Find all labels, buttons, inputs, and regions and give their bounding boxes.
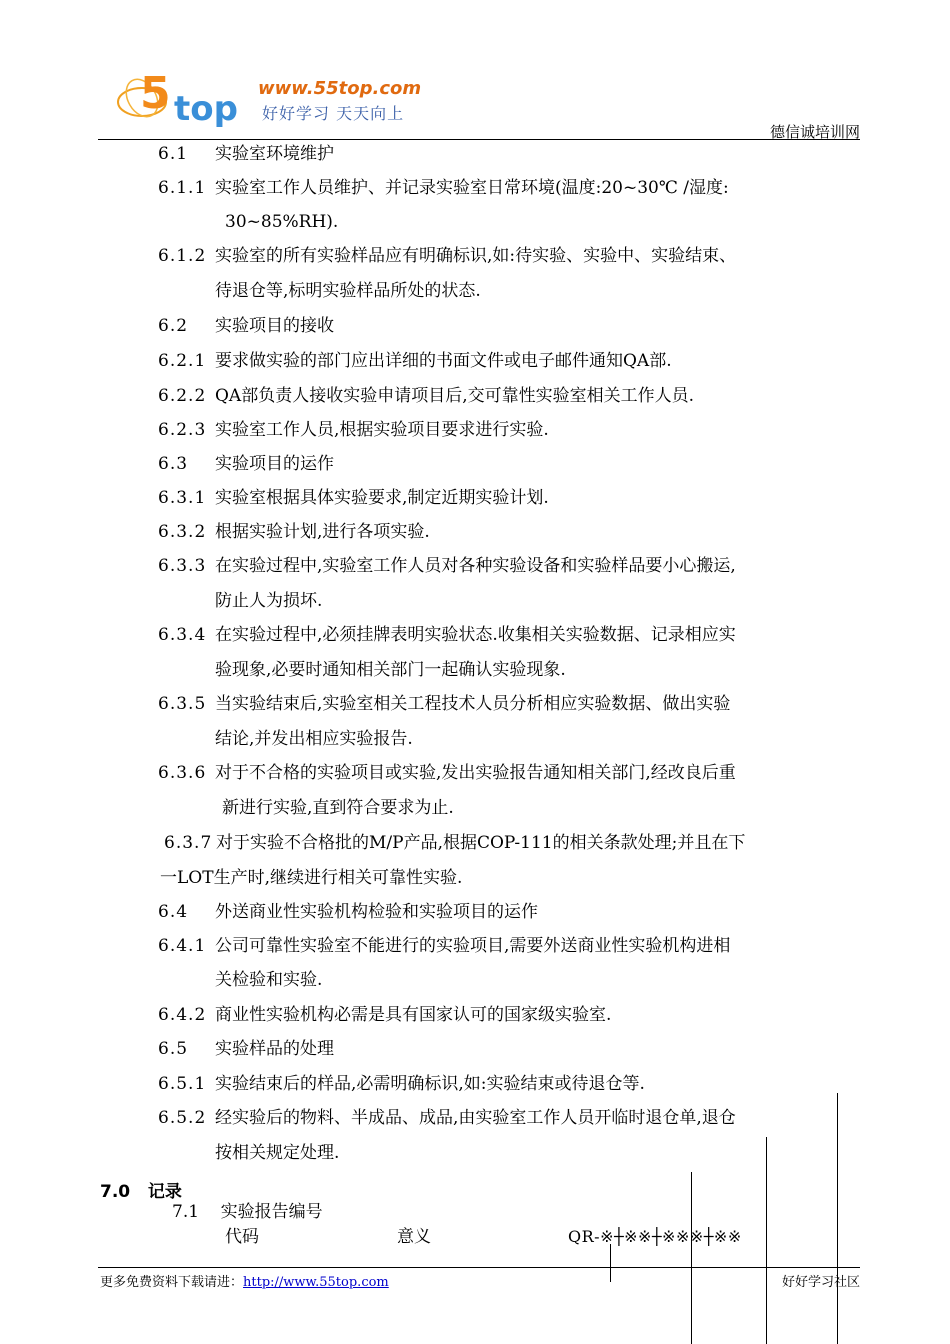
clause-number: 6.1 <box>158 144 189 164</box>
logo-brand-text: top <box>174 89 238 129</box>
clause-line <box>158 624 736 646</box>
clause-text: QA部负责人接收实验申请项目后,交可靠性实验室相关工作人员. <box>215 386 695 406</box>
clause-number: 6.4 <box>158 902 189 922</box>
section-number: 7.0 <box>100 1182 131 1202</box>
clause-number: 6.2 <box>158 316 189 336</box>
footer-left <box>100 1271 389 1290</box>
clause-number: 6.1.1 <box>158 178 207 198</box>
clause-line <box>158 177 729 199</box>
clause-text: 实验室工作人员,根据实验项目要求进行实验. <box>215 420 549 440</box>
clause-continuation: 30~85%RH). <box>225 212 339 232</box>
footer-right: 好好学习社区 <box>781 1275 860 1290</box>
clause-line <box>158 1107 736 1129</box>
clause-line <box>158 1073 645 1095</box>
clause-line <box>158 385 694 407</box>
clause-text: 经实验后的物料、半成品、成品,由实验室工作人员开临时退仓单,退仓 <box>215 1108 736 1128</box>
clause-text: 在实验过程中,实验室工作人员对各种实验设备和实验样品要小心搬运, <box>215 556 736 576</box>
site-name: 德信诚培训网 <box>769 123 860 141</box>
clause-continuation: 关检验和实验. <box>215 970 323 990</box>
logo-graphic <box>112 58 262 134</box>
section-heading <box>100 1177 182 1202</box>
clause-number: 6.3.1 <box>158 488 207 508</box>
footer-text: 更多免费资料下载请进： <box>100 1275 244 1290</box>
clause-number: 6.3.4 <box>158 625 207 645</box>
clause-continuation: 结论,并发出相应实验报告. <box>215 729 413 749</box>
clause-number: 6.1.2 <box>158 246 207 266</box>
clause-text: 实验室工作人员维护、并记录实验室日常环境(温度:20~30℃ /湿度: <box>215 178 729 198</box>
clause-continuation: 防止人为损坏. <box>215 591 323 611</box>
clause-number: 6.3 <box>158 454 189 474</box>
clause-number: 6.3.3 <box>158 556 207 576</box>
clause-line <box>158 555 736 577</box>
clause-number: 6.2.3 <box>158 420 207 440</box>
clause-text: 实验室的所有实验样品应有明确标识,如:待实验、实验中、实验结束、 <box>215 246 737 266</box>
clause-continuation: 新进行实验,直到符合要求为止. <box>222 798 454 818</box>
subsection-number: 7.1 <box>172 1202 200 1222</box>
clause-line <box>164 832 745 854</box>
logo-url: www.55top.com <box>258 78 422 99</box>
clause-line <box>158 143 334 165</box>
clause-text: 在实验过程中,必须挂牌表明实验状态.收集相关实验数据、记录相应实 <box>215 625 736 645</box>
clause-text: 商业性实验机构必需是具有国家认可的国家级实验室. <box>215 1005 612 1025</box>
clause-line <box>158 521 430 543</box>
section-title: 记录 <box>147 1182 182 1202</box>
clause-number: 6.4.1 <box>158 936 207 956</box>
clause-line <box>158 315 334 337</box>
clause-number: 6.5 <box>158 1039 189 1059</box>
logo-slogan: 好好学习 天天向上 <box>262 104 405 123</box>
subsection-7-1 <box>172 1201 323 1223</box>
code-format: QR-※┼※※┼※※※┼※※ <box>568 1227 742 1246</box>
clause-line <box>158 419 549 441</box>
code-connector-line <box>766 1137 767 1344</box>
clause-text: 对于实验不合格批的M/P产品,根据COP-111的相关条款处理;并且在下 <box>216 833 746 853</box>
clause-number: 6.5.1 <box>158 1074 207 1094</box>
column-meaning: 意义 <box>397 1227 431 1247</box>
code-connector-line <box>837 1093 838 1344</box>
clause-continuation: 一LOT生产时,继续进行相关可靠性实验. <box>160 868 463 888</box>
clause-number: 6.3.6 <box>158 763 207 783</box>
clause-text: 当实验结束后,实验室相关工程技术人员分析相应实验数据、做出实验 <box>215 694 731 714</box>
clause-line <box>158 693 730 715</box>
clause-text: 对于不合格的实验项目或实验,发出实验报告通知相关部门,经改良后重 <box>215 763 736 783</box>
clause-line <box>158 935 730 957</box>
clause-text: 实验样品的处理 <box>215 1039 334 1059</box>
clause-line <box>158 487 549 509</box>
clause-line <box>158 1038 334 1060</box>
column-code: 代码 <box>225 1227 259 1247</box>
clause-number: 6.5.2 <box>158 1108 207 1128</box>
clause-line <box>158 1004 611 1026</box>
clause-text: 实验项目的运作 <box>215 454 334 474</box>
clause-continuation: 待退仓等,标明实验样品所处的状态. <box>215 281 481 301</box>
clause-continuation: 按相关规定处理. <box>215 1143 340 1163</box>
clause-text: 外送商业性实验机构检验和实验项目的运作 <box>215 902 538 922</box>
code-connector-line <box>610 1244 611 1282</box>
header-rule <box>98 139 860 140</box>
clause-text: 实验室环境维护 <box>215 144 334 164</box>
subsection-title: 实验报告编号 <box>220 1202 323 1222</box>
clause-number: 6.2.2 <box>158 386 207 406</box>
clause-number: 6.3.7 <box>164 833 213 853</box>
clause-line <box>158 350 672 372</box>
clause-line <box>158 453 334 475</box>
clause-text: 要求做实验的部门应出详细的书面文件或电子邮件通知QA部. <box>215 351 672 371</box>
clause-text: 实验结束后的样品,必需明确标识,如:实验结束或待退仓等. <box>215 1074 645 1094</box>
clause-text: 根据实验计划,进行各项实验. <box>215 522 430 542</box>
clause-line <box>158 762 736 784</box>
code-connector-line <box>691 1172 692 1344</box>
clause-number: 6.2.1 <box>158 351 207 371</box>
clause-line <box>158 245 736 267</box>
clause-text: 实验项目的接收 <box>215 316 334 336</box>
clause-number: 6.3.2 <box>158 522 207 542</box>
clause-number: 6.4.2 <box>158 1005 207 1025</box>
clause-text: 实验室根据具体实验要求,制定近期实验计划. <box>215 488 549 508</box>
clause-number: 6.3.5 <box>158 694 207 714</box>
clause-line <box>158 901 538 923</box>
svg-text:5: 5 <box>140 68 171 119</box>
footer-rule <box>98 1267 860 1268</box>
footer-link[interactable]: http://www.55top.com <box>243 1275 389 1290</box>
clause-continuation: 验现象,必要时通知相关部门一起确认实验现象. <box>215 660 566 680</box>
clause-text: 公司可靠性实验室不能进行的实验项目,需要外送商业性实验机构进相 <box>215 936 731 956</box>
